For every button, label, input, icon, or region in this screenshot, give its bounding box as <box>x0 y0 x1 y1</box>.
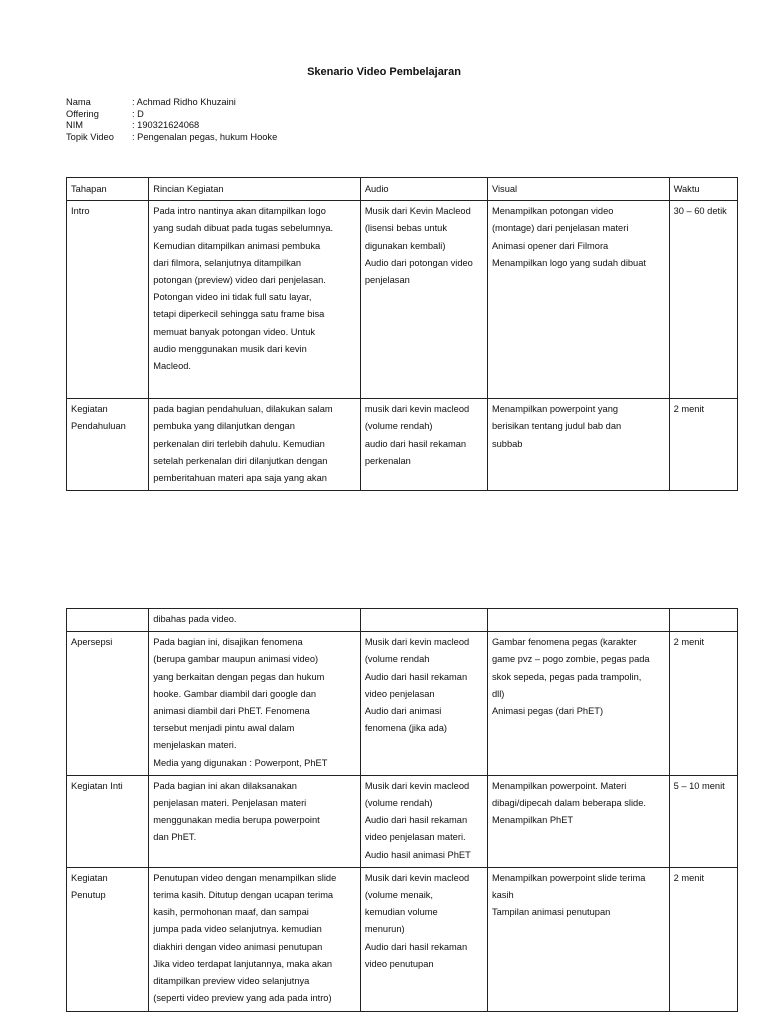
cell-text-line: setelah perkenalan diri dilanjutkan dengan <box>153 455 328 466</box>
info-row-offering <box>66 109 277 121</box>
cell-text-line: ditampilkan preview video selanjutnya <box>153 976 310 987</box>
cell-tahapan <box>67 867 149 1011</box>
cell-waktu <box>669 201 737 399</box>
cell-tahapan <box>67 399 149 491</box>
cell-text-line: menggunakan media berupa powerpoint <box>153 815 320 826</box>
cell-audio <box>360 609 487 632</box>
cell-waktu <box>669 775 737 867</box>
cell-text-line: menurun) <box>364 924 405 935</box>
cell-rincian <box>149 867 361 1011</box>
cell-text-line: Audio dari potongan video <box>364 257 473 268</box>
cell-audio <box>360 632 487 776</box>
cell-text-line: Menampilkan powerpoint. Materi <box>491 780 627 791</box>
info-value: : Achmad Ridho Khuzaini <box>132 97 236 107</box>
cell-text-line: Penutupan video dengan menampilkan slide <box>153 872 337 883</box>
cell-text-line: Media yang digunakan : Powerpont, PhET <box>153 757 328 768</box>
info-label: Offering <box>66 108 99 119</box>
info-label: Topik Video <box>66 131 114 142</box>
cell-text-line: Apersepsi <box>71 637 113 648</box>
cell-text-line: audio menggunakan musik dari kevin <box>153 343 307 354</box>
cell-audio <box>360 201 487 399</box>
cell-rincian <box>149 399 361 491</box>
info-label: Nama <box>66 97 91 107</box>
cell-text-line: Penutup <box>71 890 106 901</box>
cell-text-line: Menampilkan powerpoint yang <box>491 404 619 415</box>
cell-text-line: game pvz – pogo zombie, pegas pada <box>491 654 650 665</box>
cell-tahapan <box>67 775 149 867</box>
cell-text-line: Menampilkan powerpoint slide terima <box>491 872 646 883</box>
cell-text-line: tetapi diperkecil sehingga satu frame bisa <box>153 309 325 320</box>
cell-text-line: (seperti video preview yang ada pada intro) <box>153 993 332 1004</box>
cell-text-line: (volume menaik, <box>364 890 434 901</box>
cell-text-line: kasih <box>491 890 514 901</box>
cell-text-line: Audio hasil animasi PhET <box>364 849 471 860</box>
cell-text-line: berisikan tentang judul bab dan <box>491 421 622 432</box>
cell-text-line: Musik dari kevin macleod <box>364 637 470 648</box>
cell-text-line: diakhiri dengan video animasi penutupan <box>153 941 323 952</box>
cell-text-line: Kegiatan <box>71 872 108 883</box>
cell-text-line: 30 – 60 detik <box>673 206 727 217</box>
cell-rincian <box>149 775 361 867</box>
cell-text-line: Potongan video ini tidak full satu layar, <box>153 292 312 303</box>
cell-text-line: (lisensi bebas untuk <box>364 223 447 234</box>
cell-waktu <box>669 399 737 491</box>
cell-text-line: subbab <box>491 438 523 449</box>
cell-text-line: jumpa pada video selanjutnya. kemudian <box>153 924 322 935</box>
header-tahapan: Tahapan <box>67 178 149 201</box>
cell-text-line: 5 – 10 menit <box>673 780 725 791</box>
cell-text-line: perkenalan diri terlebih dahulu. Kemudian <box>153 438 325 449</box>
cell-text-line: Pendahuluan <box>71 421 126 432</box>
cell-text-line: Audio dari hasil rekaman <box>364 671 468 682</box>
cell-text-line: Macleod. <box>153 361 191 372</box>
info-value: : D <box>132 108 144 119</box>
table-row <box>67 632 738 776</box>
cell-text-line: (volume rendah <box>364 654 430 665</box>
cell-text-line: Musik dari Kevin Macleod <box>364 206 471 217</box>
cell-waktu <box>669 609 737 632</box>
cell-waktu <box>669 867 737 1011</box>
cell-text-line: video penutupan <box>364 958 434 969</box>
cell-audio <box>360 775 487 867</box>
cell-text-line: pada bagian pendahuluan, dilakukan salam <box>153 404 333 415</box>
cell-text-line: Musik dari kevin macleod <box>364 872 470 883</box>
header-waktu: Waktu <box>669 178 737 201</box>
cell-text-line: (volume rendah) <box>364 421 433 432</box>
cell-text-line: hooke. Gambar diambil dari google dan <box>153 688 317 699</box>
cell-text-line: terima kasih. Ditutup dengan ucapan terima <box>153 890 334 901</box>
cell-text-line: Musik dari kevin macleod <box>364 780 470 791</box>
cell-text-line: Tampilan animasi penutupan <box>491 907 611 918</box>
table-header-row <box>67 178 738 201</box>
info-value: : Pengenalan pegas, hukum Hooke <box>132 131 278 142</box>
cell-text-line: (berupa gambar maupun animasi video) <box>153 654 319 665</box>
cell-text-line: 2 menit <box>673 872 705 883</box>
cell-text-line: pemberitahuan materi apa saja yang akan <box>153 473 327 484</box>
cell-text-line: yang sudah dibuat pada tugas sebelumnya. <box>153 223 334 234</box>
cell-text-line: digunakan kembali) <box>364 240 446 251</box>
header-visual: Visual <box>487 178 669 201</box>
table-row <box>67 867 738 1011</box>
cell-text-line: Animasi opener dari Filmora <box>491 240 609 251</box>
cell-text-line: Gambar fenomena pegas (karakter <box>491 637 637 648</box>
cell-text-line: kasih, permohonan maaf, dan sampai <box>153 907 309 918</box>
info-label: NIM <box>66 120 84 130</box>
cell-text-line: video penjelasan <box>364 688 435 699</box>
cell-audio <box>360 867 487 1011</box>
cell-visual <box>487 867 669 1011</box>
cell-text-line: tersebut menjadi pintu awal dalam <box>153 723 295 734</box>
cell-text-line: Jika video terdapat lanjutannya, maka akan <box>153 958 333 969</box>
cell-text-line: dll) <box>491 688 505 699</box>
cell-visual <box>487 775 669 867</box>
cell-text-line: musik dari kevin macleod <box>364 404 470 415</box>
cell-text-line: (volume rendah) <box>364 798 433 809</box>
header-audio: Audio <box>360 178 487 201</box>
cell-text-line: (montage) dari penjelasan materi <box>491 223 629 234</box>
cell-audio <box>360 399 487 491</box>
cell-text-line: audio dari hasil rekaman <box>364 438 467 449</box>
cell-tahapan <box>67 609 149 632</box>
cell-text-line: video penjelasan materi. <box>364 832 466 843</box>
cell-text-line: Audio dari hasil rekaman <box>364 815 468 826</box>
cell-text-line: dibahas pada video. <box>153 614 237 624</box>
cell-text-line: Menampilkan logo yang sudah dibuat <box>491 257 646 268</box>
cell-text-line: dari filmora, selanjutnya ditampilkan <box>153 257 302 268</box>
cell-text-line: yang berkaitan dengan pegas dan hukum <box>153 671 325 682</box>
header-rincian: Rincian Kegiatan <box>149 178 361 201</box>
cell-text-line: fenomena (jika ada) <box>364 723 447 734</box>
cell-text-line: animasi diambil dari PhET. Fenomena <box>153 706 310 717</box>
cell-text-line: menjelaskan materi. <box>153 740 237 751</box>
table-row <box>67 201 738 399</box>
cell-text-line: potongan (preview) video dari penjelasan. <box>153 275 326 286</box>
cell-rincian <box>149 632 361 776</box>
cell-text-line: kemudian volume <box>364 907 438 918</box>
table-row <box>67 609 738 632</box>
cell-text-line: penjelasan <box>364 275 410 286</box>
table-row <box>67 399 738 491</box>
cell-visual <box>487 399 669 491</box>
table-row <box>67 775 738 867</box>
cell-text-line: 2 menit <box>673 637 705 648</box>
cell-text-line: memuat banyak potongan video. Untuk <box>153 326 316 337</box>
cell-text-line: dibagi/dipecah dalam beberapa slide. <box>491 798 646 809</box>
cell-text-line: penjelasan materi. Penjelasan materi <box>153 798 307 809</box>
cell-visual <box>487 201 669 399</box>
cell-text-line: Pada bagian ini akan dilaksanakan <box>153 780 297 791</box>
info-row-nim <box>66 120 277 132</box>
cell-text-line: Kegiatan Inti <box>71 780 123 791</box>
cell-text-line: Kemudian ditampilkan animasi pembuka <box>153 240 321 251</box>
cell-text-line: Audio dari animasi <box>364 706 442 717</box>
info-row-nama <box>66 97 277 109</box>
cell-text-line: pembuka yang dilanjutkan dengan <box>153 421 295 432</box>
info-row-topik <box>66 132 277 144</box>
cell-text-line: Animasi pegas (dari PhET) <box>491 706 604 717</box>
cell-text-line: perkenalan <box>364 455 411 466</box>
cell-visual <box>487 609 669 632</box>
cell-rincian <box>149 201 361 399</box>
student-info <box>66 97 277 143</box>
cell-rincian <box>149 609 361 632</box>
scenario-table-page1 <box>66 177 738 491</box>
cell-tahapan <box>67 201 149 399</box>
info-value: : 190321624068 <box>132 120 200 130</box>
cell-visual <box>487 632 669 776</box>
document-title: Skenario Video Pembelajaran <box>307 66 461 78</box>
cell-text-line: Pada intro nantinya akan ditampilkan logo <box>153 206 326 217</box>
cell-text-line: dan PhET. <box>153 832 197 843</box>
cell-text-line: Audio dari hasil rekaman <box>364 941 468 952</box>
cell-waktu <box>669 632 737 776</box>
cell-text-line: skok sepeda, pegas pada trampolin, <box>491 671 642 682</box>
cell-text-line: Intro <box>71 206 90 217</box>
cell-text-line: Pada bagian ini, disajikan fenomena <box>153 637 303 648</box>
cell-tahapan <box>67 632 149 776</box>
cell-text-line: Kegiatan <box>71 404 108 415</box>
cell-text-line: Menampilkan PhET <box>491 815 574 826</box>
scenario-table-page2 <box>66 608 738 1012</box>
cell-text-line: Menampilkan potongan video <box>491 206 614 217</box>
cell-text-line: 2 menit <box>673 404 705 415</box>
